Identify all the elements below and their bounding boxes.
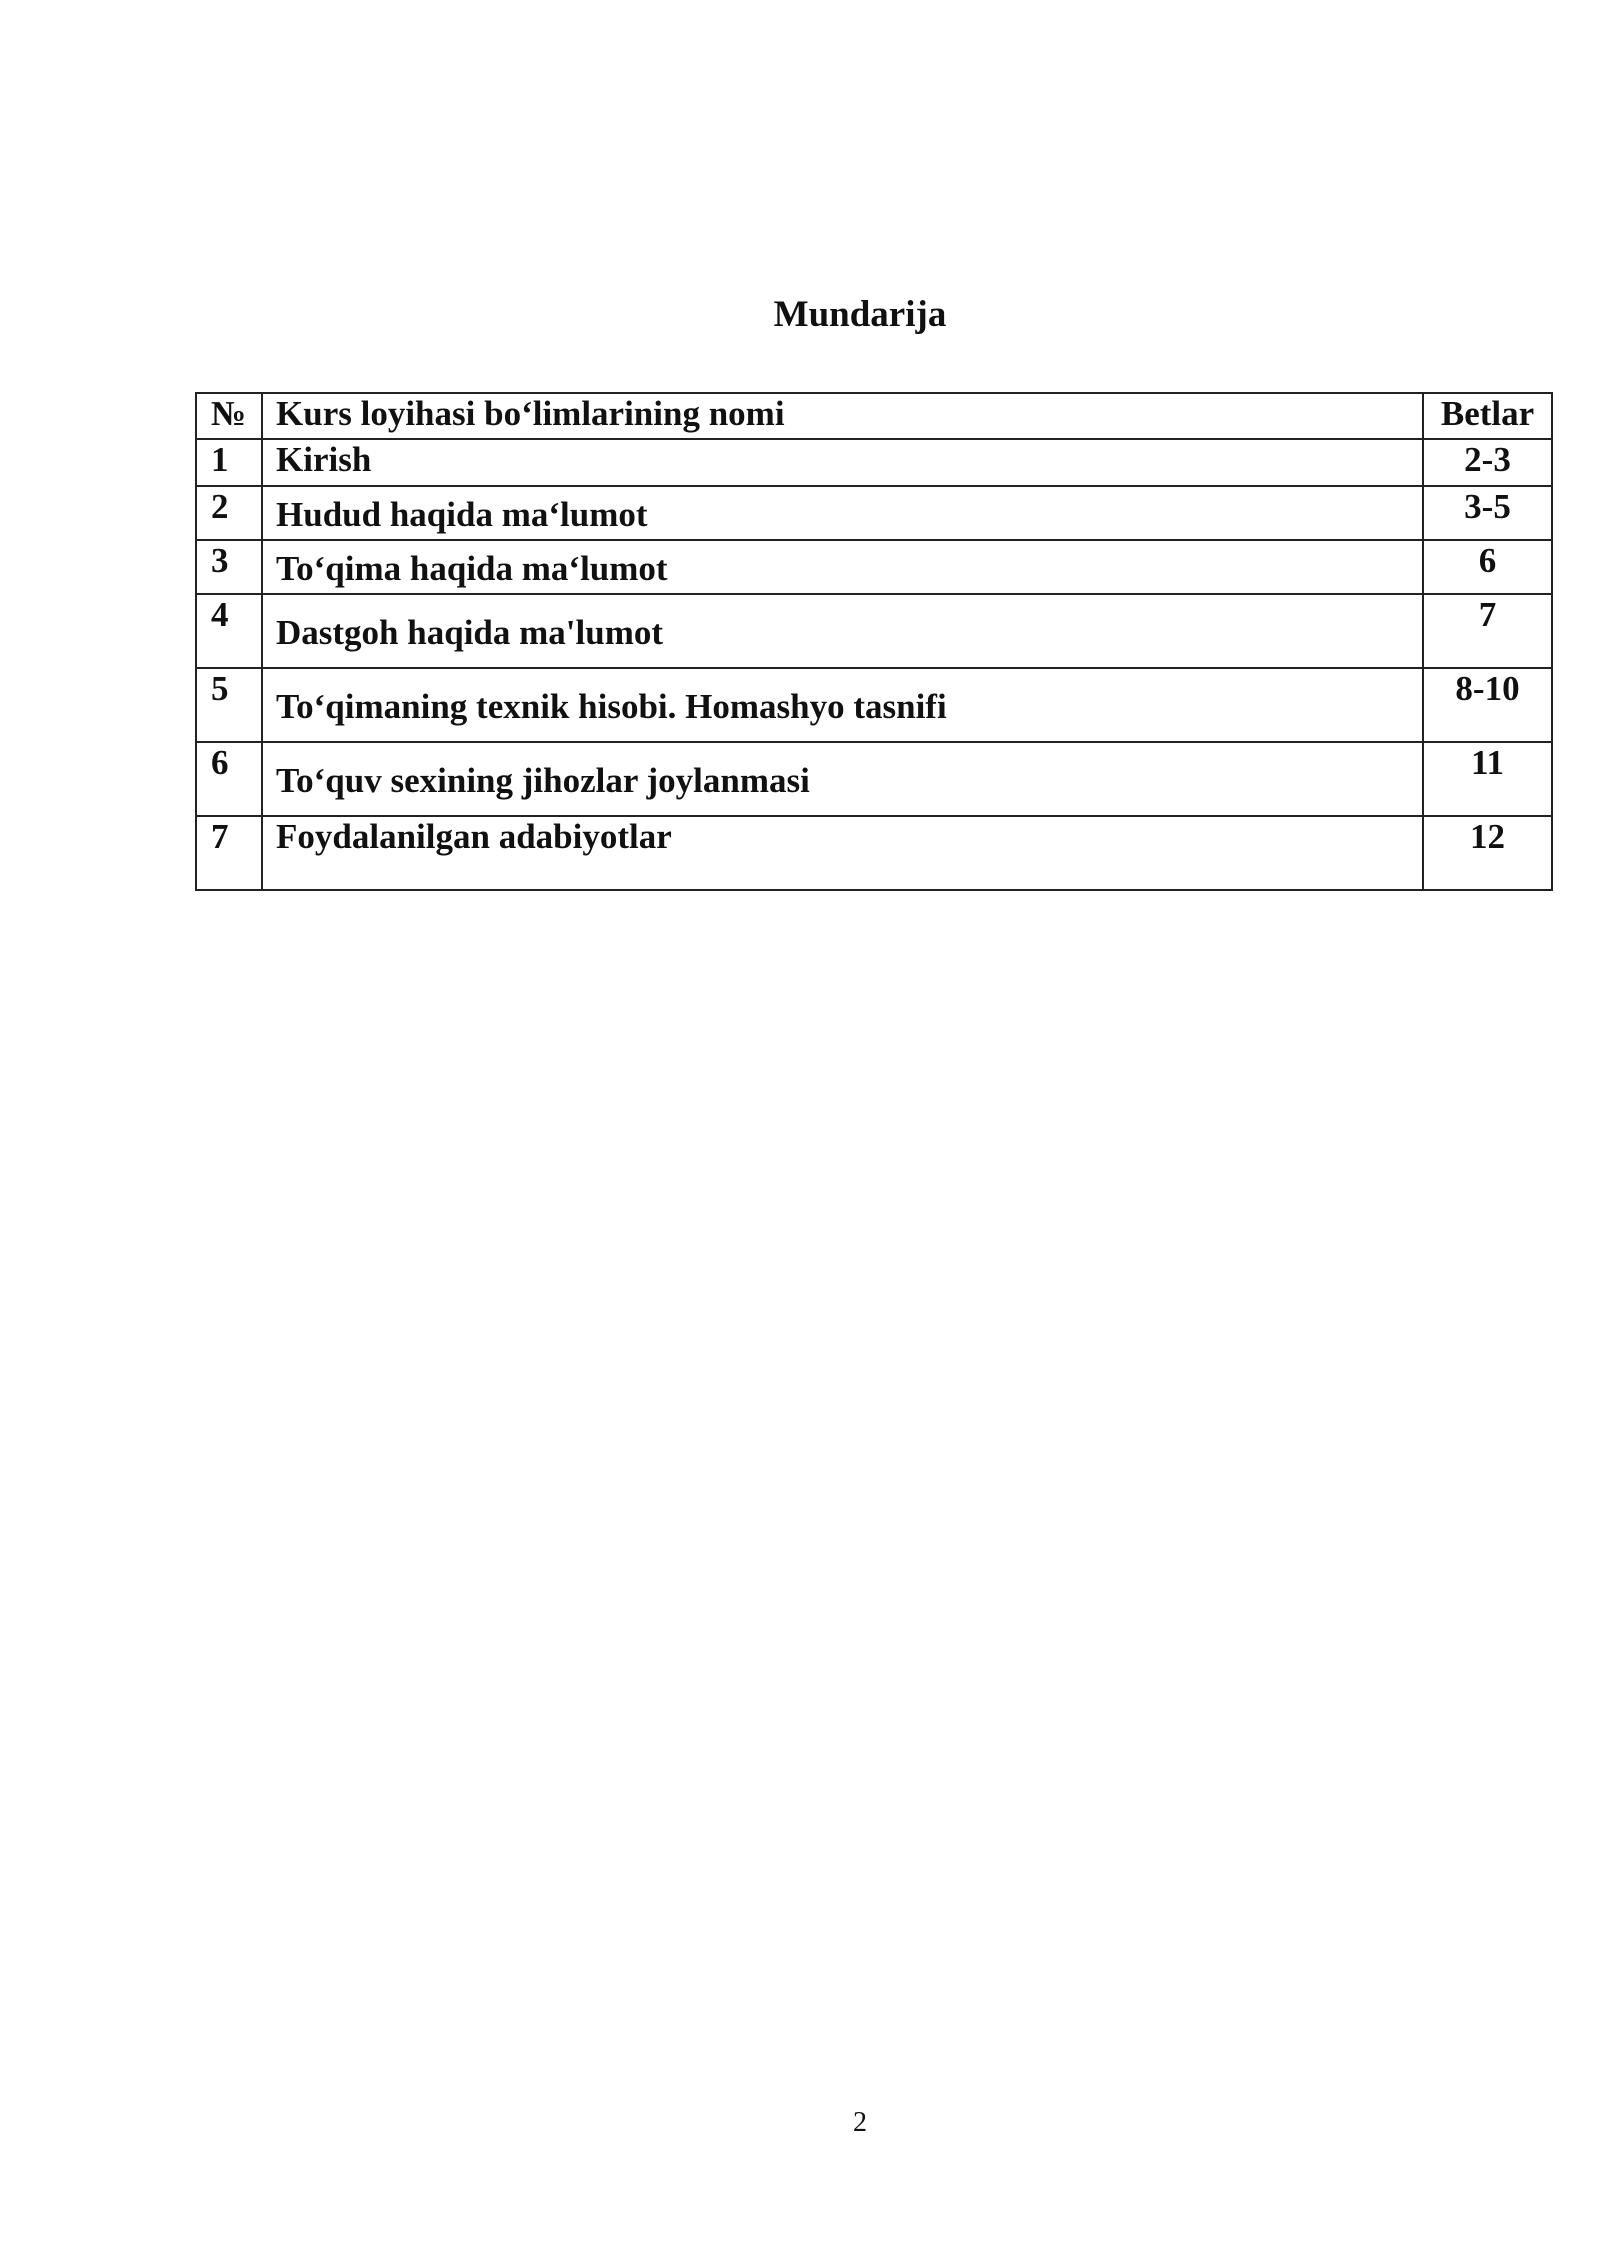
table-header-row [196,393,1552,439]
row-number: 6 [196,742,262,816]
table-row [196,668,1552,742]
row-number: 4 [196,594,262,668]
header-pages: Betlar [1423,393,1552,439]
table-row [196,816,1552,890]
row-section-name: Kirish [262,439,1423,486]
row-number: 2 [196,486,262,540]
row-section-name: To‘qimaning texnik hisobi. Homashyo tasnifi [262,668,1423,742]
table-row [196,742,1552,816]
row-number: 3 [196,540,262,594]
row-number: 5 [196,668,262,742]
row-section-name: To‘qima haqida ma‘lumot [262,540,1423,594]
row-section-name: Dastgoh haqida ma'lumot [262,594,1423,668]
row-pages: 11 [1423,742,1552,816]
header-section-name: Kurs loyihasi bo‘limlarining nomi [262,393,1423,439]
row-pages: 12 [1423,816,1552,890]
row-number: 1 [196,439,262,486]
row-section-name: Hudud haqida ma‘lumot [262,486,1423,540]
header-number: № [196,393,262,439]
table-row [196,439,1552,486]
table-row [196,594,1552,668]
row-pages: 7 [1423,594,1552,668]
table-of-contents [195,392,1553,891]
row-pages: 2-3 [1423,439,1552,486]
row-pages: 6 [1423,540,1552,594]
page-title: Mundarija [773,294,947,335]
table-row [196,540,1552,594]
row-pages: 3-5 [1423,486,1552,540]
row-number: 7 [196,816,262,890]
row-pages: 8-10 [1423,668,1552,742]
page-number: 2 [853,2107,867,2138]
table-row [196,486,1552,540]
row-section-name: To‘quv sexining jihozlar joylanmasi [262,742,1423,816]
row-section-name: Foydalanilgan adabiyotlar [262,816,1423,890]
